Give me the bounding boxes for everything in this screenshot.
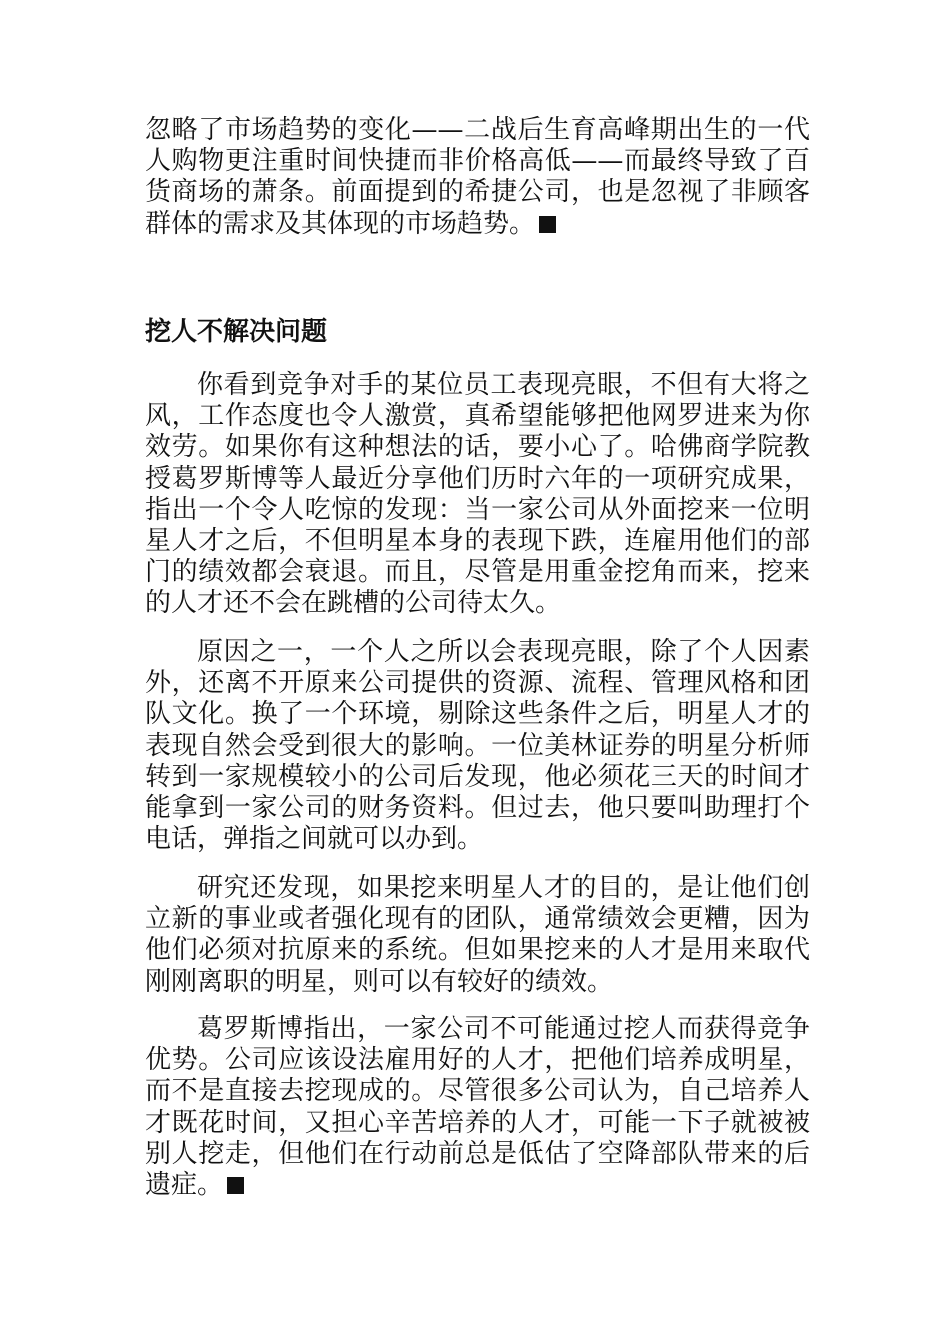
intro-text-block xyxy=(145,115,810,240)
body-paragraph-last xyxy=(145,1014,810,1201)
body-text-block-4 xyxy=(145,1014,810,1201)
black-square-icon xyxy=(227,1177,244,1194)
black-square-icon xyxy=(539,216,556,233)
body-paragraph: 你看到竞争对手的某位员工表现亮眼，不但有大将之风，工作态度也令人激赏，真希望能够把他网罗进来为你效劳。如果你有这种想法的话，要小心了。哈佛商学院教授葛罗斯博等人最近分享他们历时六年的一项研究成果，指出一个令人吃惊的发现：当一家公司从外面挖来一位明星人才之后，不但明星本身的表现下跌，连雇用他们的部门的绩效都会衰退。而且，尽管是用重金挖角而来，挖来的人才还不会在跳槽的公司待太久。 xyxy=(145,370,810,619)
body-paragraph: 研究还发现，如果挖来明星人才的目的，是让他们创立新的事业或者强化现有的团队，通常绩效会更糟，因为他们必须对抗原来的系统。但如果挖来的人才是用来取代刚刚离职的明星，则可以有较好的绩效。 xyxy=(145,873,810,997)
intro-paragraph xyxy=(145,115,810,240)
intro-paragraph-text: 忽略了市场趋势的变化——二战后生育高峰期出生的一代人购物更注重时间快捷而非价格高低——而最终导致了百货商场的萧条。前面提到的希捷公司，也是忽视了非顾客群体的需求及其体现的市场趋势。 xyxy=(145,115,810,239)
body-paragraph: 原因之一，一个人之所以会表现亮眼，除了个人因素外，还离不开原来公司提供的资源、流程、管理风格和团队文化。换了一个环境，剔除这些条件之后，明星人才的表现自然会受到很大的影响。一位美林证券的明星分析师转到一家规模较小的公司后发现，他必须花三天的时间才能拿到一家公司的财务资料。但过去，他只要叫助理打个电话，弹指之间就可以办到。 xyxy=(145,637,810,855)
section-title: 挖人不解决问题 xyxy=(145,317,328,347)
body-paragraph-text: 葛罗斯博指出，一家公司不可能通过挖人而获得竞争优势。公司应该设法雇用好的人才，把他们培养成明星，而不是直接去挖现成的。尽管很多公司认为，自己培养人才既花时间，又担心辛苦培养的人才，可能一下子就被被别人挖走，但他们在行动前总是低估了空降部队带来的后遗症。 xyxy=(145,1014,810,1201)
body-text-block-3 xyxy=(145,873,810,998)
body-text-block-1 xyxy=(145,370,810,620)
body-text-block-2 xyxy=(145,637,810,855)
